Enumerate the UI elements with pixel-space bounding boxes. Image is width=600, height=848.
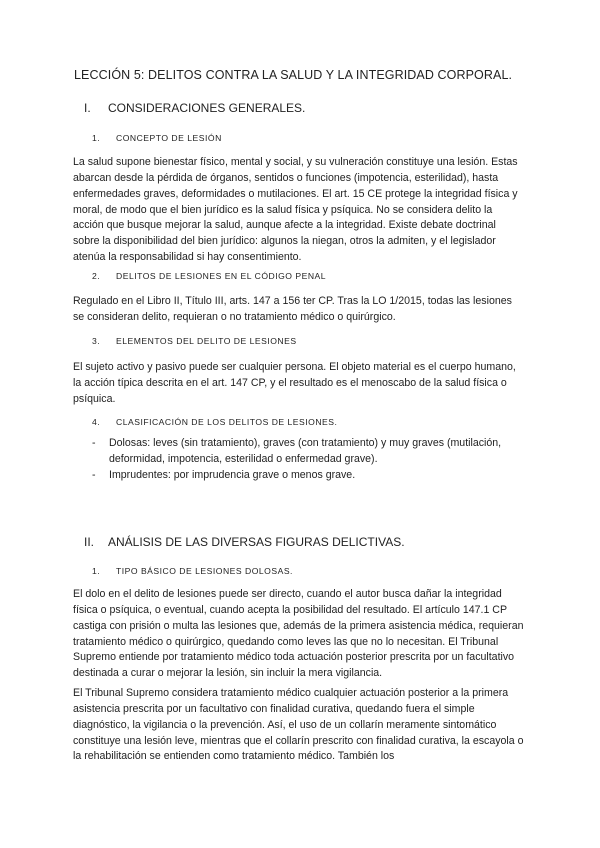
subsection-number: 2. [92,271,101,281]
subsection-title: ELEMENTOS DEL DELITO DE LESIONES [116,336,297,346]
subsection-heading-1 [92,133,222,143]
subsection-title: CONCEPTO DE LESIÓN [116,133,222,143]
document-title: LECCIÓN 5: DELITOS CONTRA LA SALUD Y LA INTEGRIDAD CORPORAL. [74,68,513,82]
subsection-title: CLASIFICACIÓN DE LOS DELITOS DE LESIONES. [116,417,338,427]
section-heading-ii [84,535,405,549]
section-heading-i [84,101,305,115]
paragraph-tipo-basico-2: El Tribunal Supremo considera tratamiento médico cualquier actuación posterior a la primera asistencia prescrita por un facultativo con finalidad curativa, quedando fuera el simple diagnóstico, la vigilancia o la prevención. Así, el uso de un collarín meramente sintomático constituye una lesión leve, mientras que el collarín prescrito con finalidad curativa, la escayola o la rehabilitación se entienden como tratamiento médico. También los [73,687,524,763]
clasificacion-list [92,436,522,484]
dash-bullet: - [92,437,96,449]
subsection-number: 3. [92,336,101,346]
subsection-number: 4. [92,417,101,427]
section-title: ANÁLISIS DE LAS DIVERSAS FIGURAS DELICTIVAS. [108,535,405,549]
subsection-heading-ii-1 [92,566,293,576]
dash-bullet: - [92,468,96,481]
section-title: CONSIDERACIONES GENERALES. [108,101,306,115]
paragraph-concepto-lesion: La salud supone bienestar físico, mental y social, y su vulneración constituye una lesión. Estas abarcan desde la pérdida de órganos, sentidos o funciones (impotencia, esterilidad), hasta enfermedades graves, deformidades o mutilaciones. El art. 15 CE protege la integridad física y moral, de modo que el bien jurídico es la salud física y psíquica. No se considera delito la acción que busque mejorar la salud, aunque afecte a la integridad. Existe debate doctrinal sobre la disponibilidad del bien jurídico: algunos la niegan, otros la admiten, y el legislador atenúa la responsabilidad si hay consentimiento. [73,156,518,264]
subsection-heading-3 [92,336,297,346]
section-number: I. [84,101,91,115]
subsection-heading-2 [92,271,326,281]
subsection-title: DELITOS DE LESIONES EN EL CÓDIGO PENAL [116,271,327,281]
subsection-number: 1. [92,566,101,576]
subsection-number: 1. [92,133,101,143]
subsection-heading-4 [92,417,337,427]
paragraph-tipo-basico-1: El dolo en el delito de lesiones puede ser directo, cuando el autor busca dañar la integridad física o psíquica, o eventual, cuando acepta la posibilidad del resultado. El artículo 147.1 CP castiga con prisión o multa las lesiones que, además de la primera asistencia médica, requieran tratamiento médico o quirúrgico, quedando como leves las que no lo necesitan. El Tribunal Supremo entiende por tratamiento médico toda actuación posterior prescrita por un facultativo destinada a curar o mejorar la lesión, sin incluir la mera vigilancia. [73,588,524,680]
paragraph-elementos: El sujeto activo y pasivo puede ser cualquier persona. El objeto material es el cuerpo humano, la acción típica descrita en el art. 147 CP, y el resultado es el menoscabo de la salud física o psíquica. [73,361,516,405]
subsection-title: TIPO BÁSICO DE LESIONES DOLOSAS. [116,566,293,576]
list-item [92,436,522,468]
list-item-text: Imprudentes: por imprudencia grave o menos grave. [109,468,356,481]
list-item [92,468,522,484]
paragraph-codigo-penal: Regulado en el Libro II, Título III, arts. 147 a 156 ter CP. Tras la LO 1/2015, todas las lesiones se consideran delito, requieran o no tratamiento médico o quirúrgico. [73,295,512,323]
section-number: II. [84,535,95,549]
list-item-text: Dolosas: leves (sin tratamiento), graves (con tratamiento) y muy graves (mutilación, deformidad, impotencia, esterilidad o enfermedad grave). [109,437,502,465]
